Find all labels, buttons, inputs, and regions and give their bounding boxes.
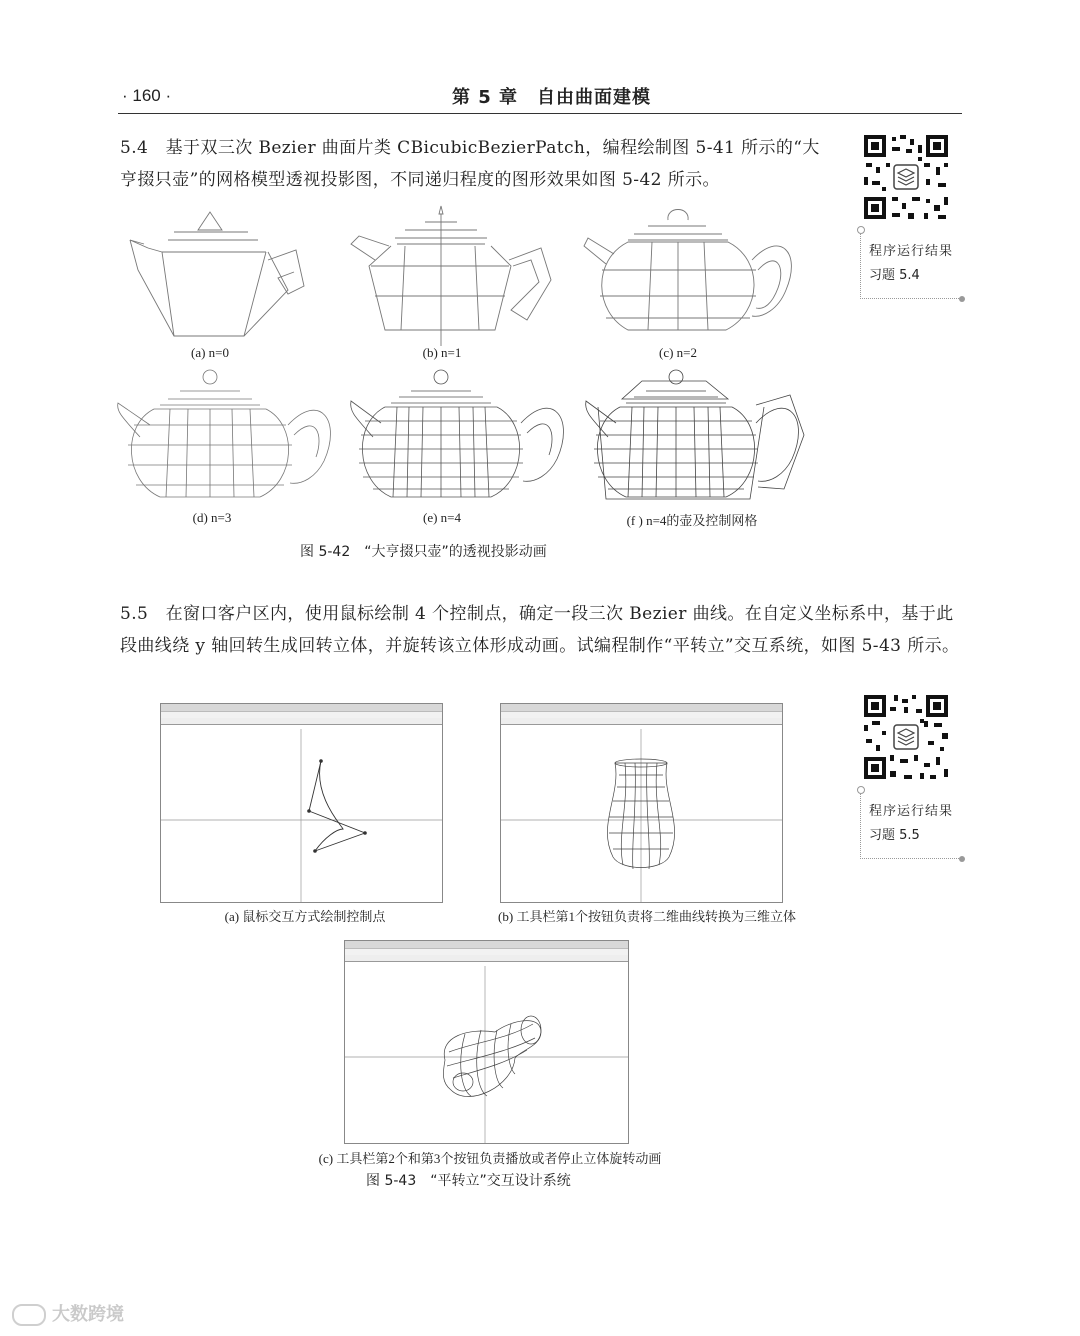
client-area-b (501, 725, 782, 902)
client-area-c (345, 962, 628, 1143)
page-number: · 160 · (122, 86, 172, 105)
note-label: 程序运行结果 (869, 244, 954, 259)
app-window-c (344, 940, 629, 1144)
qr-code-2 (862, 693, 950, 781)
chapter-title: 第 5 章 自由曲面建模 (452, 87, 652, 108)
window-toolbar (501, 718, 782, 725)
caption-f: (f ) n=4的壶及控制网格 (626, 513, 758, 528)
caption-d: (d) n=3 (192, 510, 232, 525)
window-titlebar (161, 704, 442, 712)
caption-43c: (c) 工具栏第2个和第3个按钮负责播放或者停止立体旋转动画 (318, 1151, 662, 1166)
teapot-e (345, 365, 575, 514)
window-titlebar (345, 941, 628, 949)
caption-43b: (b) 工具栏第1个按钮负责将二维曲线转换为三维立体 (498, 909, 796, 924)
teapot-c (580, 200, 800, 354)
window-titlebar (501, 704, 782, 712)
window-toolbar (161, 718, 442, 725)
watermark-text: 大数跨境 (52, 1304, 124, 1325)
qr-code-1 (862, 133, 950, 221)
caption-43a: (a) 鼠标交互方式绘制控制点 (224, 909, 386, 924)
window-toolbar (345, 955, 628, 962)
exercise-5-5-text: 5.5 在窗口客户区内，使用鼠标绘制 4 个控制点，确定一段三次 Bezier 曲线。在自定义坐标系中，基于此段曲线绕 y 轴回转生成回转立体，并旋转该立体形成动画。试编程制作“平转立”交互系统，如图 5-43 所示。 (120, 604, 960, 656)
note-exercise: 习题 5.5 (869, 828, 920, 843)
caption-a: (a) n=0 (190, 345, 229, 360)
teapot-b (345, 200, 565, 354)
caption-c: (c) n=2 (658, 345, 697, 360)
teapot-a (118, 200, 318, 354)
watermark-logo-icon (12, 1304, 46, 1326)
caption-b: (b) n=1 (422, 345, 462, 360)
caption-e: (e) n=4 (422, 510, 461, 525)
app-window-a (160, 703, 443, 903)
app-window-b (500, 703, 783, 903)
client-area-a (161, 725, 442, 902)
run-result-note-5-4 (860, 232, 959, 299)
figure-5-42-title: 图 5-42 “大亨掇只壶”的透视投影动画 (300, 544, 547, 560)
run-result-note-5-5 (860, 792, 959, 859)
note-label: 程序运行结果 (869, 804, 954, 819)
header-rule (118, 113, 962, 114)
teapot-f (578, 365, 808, 514)
exercise-5-4-text: 5.4 基于双三次 Bezier 曲面片类 CBicubicBezierPatch，编程绘制图 5-41 所示的“大亨掇只壶”的网格模型透视投影图，不同递归程度的图形效果如图 5-42 所示。 (120, 138, 820, 190)
watermark (12, 1300, 124, 1326)
note-exercise: 习题 5.4 (869, 268, 920, 283)
teapot-d (110, 365, 340, 514)
figure-5-43-title: 图 5-43 “平转立”交互设计系统 (366, 1173, 571, 1189)
